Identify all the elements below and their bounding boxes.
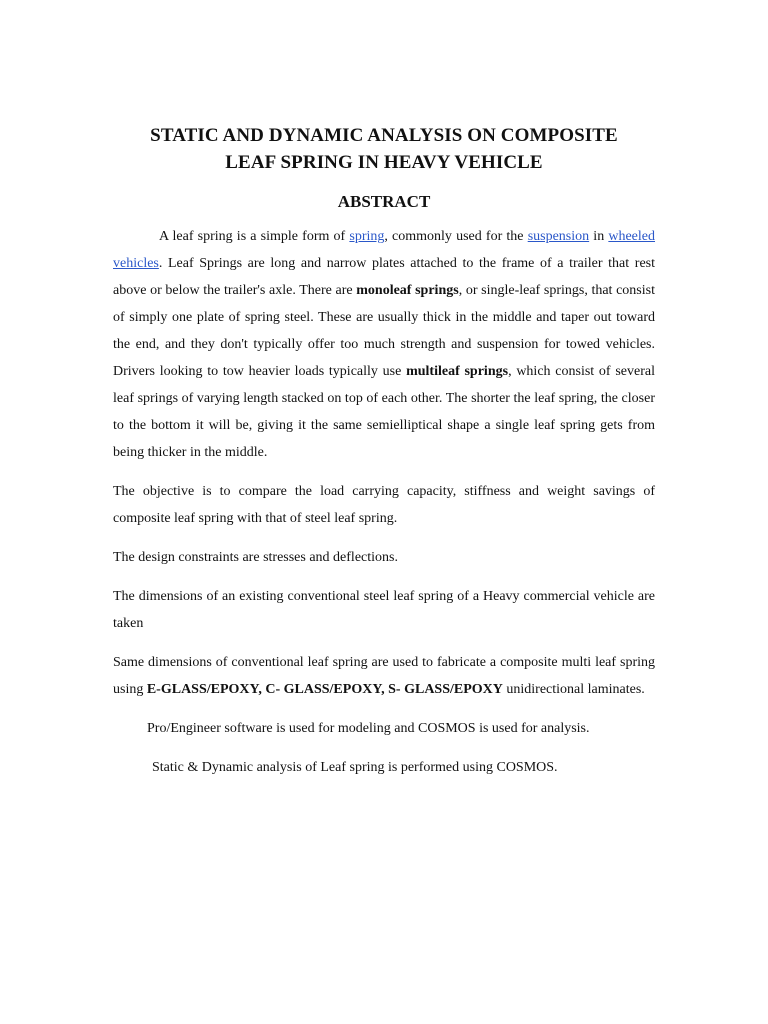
text-run: , commonly used for the bbox=[384, 229, 528, 244]
materials-paragraph bbox=[113, 649, 655, 703]
abstract-paragraph-1 bbox=[113, 223, 655, 466]
text-run: . Leaf Springs are long and narrow plates attached to the frame of a trailer that rest above or below the trailer's axle. There are bbox=[113, 256, 655, 298]
text-run: A leaf spring is a simple form of bbox=[159, 229, 350, 244]
analysis-paragraph: Static & Dynamic analysis of Leaf spring is performed using COSMOS. bbox=[152, 760, 558, 775]
suspension-link[interactable]: suspension bbox=[527, 229, 590, 244]
title-line-2: LEAF SPRING IN HEAVY VEHICLE bbox=[225, 152, 543, 173]
wheeled-link[interactable]: wheeled bbox=[608, 229, 656, 244]
multileaf-springs-term: multileaf springs bbox=[406, 364, 509, 379]
text-run: in bbox=[589, 229, 609, 244]
materials-list: E-GLASS/EPOXY, C- GLASS/EPOXY, S- GLASS/EPOXY bbox=[146, 682, 503, 697]
monoleaf-springs-term: monoleaf springs bbox=[356, 283, 459, 298]
document-page bbox=[113, 122, 655, 781]
text-run: , which consist of several leaf springs of varying length stacked on top of each other. The shorter the leaf spring, the closer to the bottom it will be, giving it the same semielliptical shape a single leaf spring gets from being thicker in the middle. bbox=[113, 364, 655, 460]
software-paragraph: Pro/Engineer software is used for modeling and COSMOS is used for analysis. bbox=[147, 721, 590, 736]
vehicles-link[interactable]: vehicles bbox=[113, 256, 159, 271]
objective-paragraph: The objective is to compare the load carrying capacity, stiffness and weight savings of composite leaf spring with that of steel leaf spring. bbox=[113, 484, 655, 526]
abstract-heading: ABSTRACT bbox=[337, 192, 431, 211]
text-run: Same dimensions of conventional leaf spring are used to fabricate a composite multi leaf spring using bbox=[113, 655, 655, 697]
text-run: unidirectional laminates. bbox=[502, 682, 645, 697]
document-title bbox=[113, 122, 655, 176]
dimensions-paragraph: The dimensions of an existing conventional steel leaf spring of a Heavy commercial vehicle are taken bbox=[113, 589, 655, 631]
constraints-paragraph: The design constraints are stresses and deflections. bbox=[113, 550, 398, 565]
text-run: , or single-leaf springs, that consist of simply one plate of spring steel. These are usually thick in the middle and taper out toward the end, and they don't typically offer too much strength and suspension for towed vehicles. Drivers looking to tow heavier loads typically use bbox=[113, 283, 655, 379]
title-line-1: STATIC AND DYNAMIC ANALYSIS ON COMPOSITE bbox=[150, 125, 618, 146]
spring-link[interactable]: spring bbox=[349, 229, 385, 244]
